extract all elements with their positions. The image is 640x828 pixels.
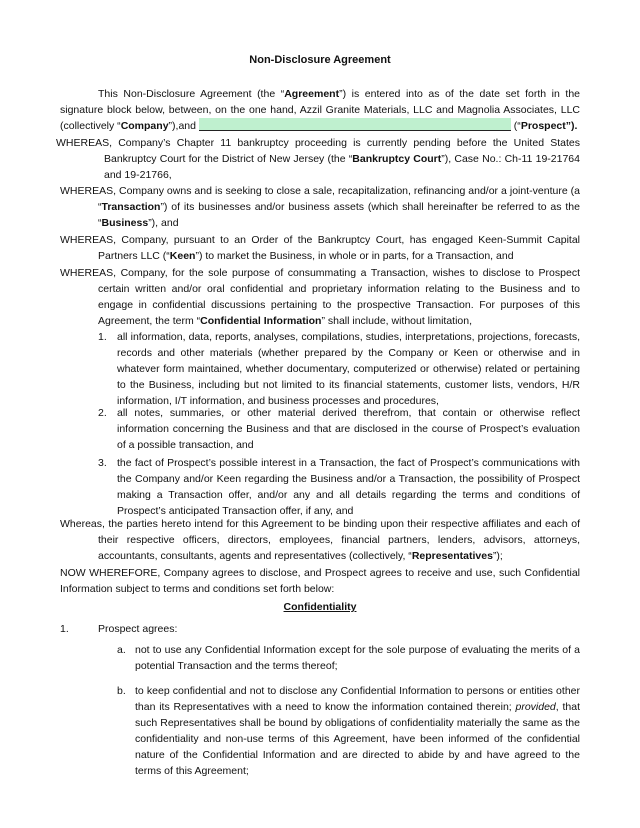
section-label: Prospect agrees: [98,623,178,635]
term-company: Company [120,120,169,132]
page-title: Non-Disclosure Agreement [249,54,391,66]
whereas-keen [60,232,580,264]
section-heading: Confidentiality [283,601,357,613]
subitem-letter: b. [117,685,126,697]
whereas-bankruptcy [56,135,580,183]
subitem-text [135,683,580,779]
subitem-text: not to use any Confidential Information except for the sole purpose of evaluating the merits of a potential Transaction and the terms thereof; [135,644,580,672]
subitem-b-text-2: , that such Representatives shall be bound by obligations of confidentiality materially the same as the confidentiality and non-use terms of this Agreement, have been informed of the confidential nature of the Confidential Information and are directed to abide by and have agreed to the terms of this Agreement; [135,701,580,777]
whereas3-text-a: WHEREAS, Company, pursuant to an Order of the Bankruptcy Court, has engaged Keen-Summit Capital Partners LLC (“ [60,234,580,262]
term-agreement: Agreement [284,88,340,100]
now-wherefore-paragraph: NOW WHEREFORE, Company agrees to disclose, and Prospect agrees to receive and use, such Confidential Information subject to terms and conditions set forth below: [60,567,580,595]
list-item-text: all information, data, reports, analyses, compilations, studies, interpretations, projections, forecasts, records and other materials (whether prepared by the Company or Keen or otherwise and in whatever form maintained, whether documentary, computerized or otherwise) related or pertaining to the Business, including but not limited to its financial statements, customer lists, vendors, H/R information, I/T information, and business processes and procedures, [117,331,580,407]
whereas2-text-e: ”), and [148,217,179,229]
whereas3-text-c: ”) to market the Business, in whole or in parts, for a Transaction, and [195,250,514,262]
term-keen: Keen [169,250,196,262]
whereas4-text-a: WHEREAS, Company, for the sole purpose of consummating a Transaction, wishes to disclose to Prospect certain written and/or oral confidential and proprietary information relating to the Business and to engage in confidential discussions pertaining to the prospective Transaction. For purposes of this Agreement, the term “ [60,267,580,327]
term-prospect: Prospect”). [520,120,578,132]
whereas5-text-a: Whereas, the parties hereto intend for this Agreement to be binding upon their respective affiliates and each of their respective officers, directors, employees, financial partners, lenders, advisors, attorneys, accountants, consultants, agents and representatives (collectively, “ [60,518,580,562]
item-number: 2. [98,407,107,419]
term-business: Business [101,217,149,229]
whereas2-text-c: ”) of its businesses and/or business assets (which shall hereinafter be referred to as the “ [98,201,580,229]
section-number: 1. [60,623,69,635]
whereas2-text-a: WHEREAS, Company owns and is seeking to close a sale, recapitalization, refinancing and/or a joint-venture (a “ [60,185,580,213]
term-bankruptcy-court: Bankruptcy Court [352,153,442,165]
subitem-b-text-1: to keep confidential and not to disclose any Confidential Information to persons or entities other than its Representatives with a need to know the information contained therein; [135,685,580,713]
intro-paragraph [60,86,580,134]
intro-text-2: ”) is entered into as of the date set forth in the signature block below, between, on the one hand, Azzil Granite Materials, LLC and Magnolia Associates, LLC (collectively “ [60,88,580,132]
whereas1-text-c: ”), Case No.: Ch-11 19-21764 and 19-21766, [104,153,580,181]
term-transaction: Transaction [101,201,161,213]
subitem-letter: a. [117,644,126,656]
term-provided: provided [515,701,556,713]
term-confidential-information: Confidential Information [200,315,322,327]
intro-text-1: This Non-Disclosure Agreement (the “ [98,88,285,100]
whereas1-text-a: WHEREAS, Company’s Chapter 11 bankruptcy proceeding is currently pending before the United States Bankruptcy Court for the District of New Jersey (the “ [56,137,580,165]
whereas5-text-c: ”); [492,550,503,562]
list-item-text: all notes, summaries, or other material derived therefrom, that contain or otherwise reflect information concerning the Business and that are disclosed in the course of Prospect’s evaluation of a possible transaction, and [117,407,580,451]
intro-text-3: ”),and [168,120,199,132]
whereas-confidential-info [60,265,580,329]
whereas4-text-c: ” shall include, without limitation, [321,315,473,327]
whereas-representatives [60,516,580,564]
term-representatives: Representatives [411,550,493,562]
whereas-transaction [60,183,580,231]
list-item-text: the fact of Prospect’s possible interest in a Transaction, the fact of Prospect’s communications with the Company and/or Keen regarding the Business and/or a Transaction, the possibility of Prospect making a Transaction offer, and/or any and all details regarding the terms and conditions of Prospect’s anticipated Transaction offer, if any, and [117,457,580,517]
prospect-name-field[interactable] [199,118,511,131]
item-number: 3. [98,457,107,469]
item-number: 1. [98,331,107,343]
intro-text-4: (“ [510,120,521,132]
